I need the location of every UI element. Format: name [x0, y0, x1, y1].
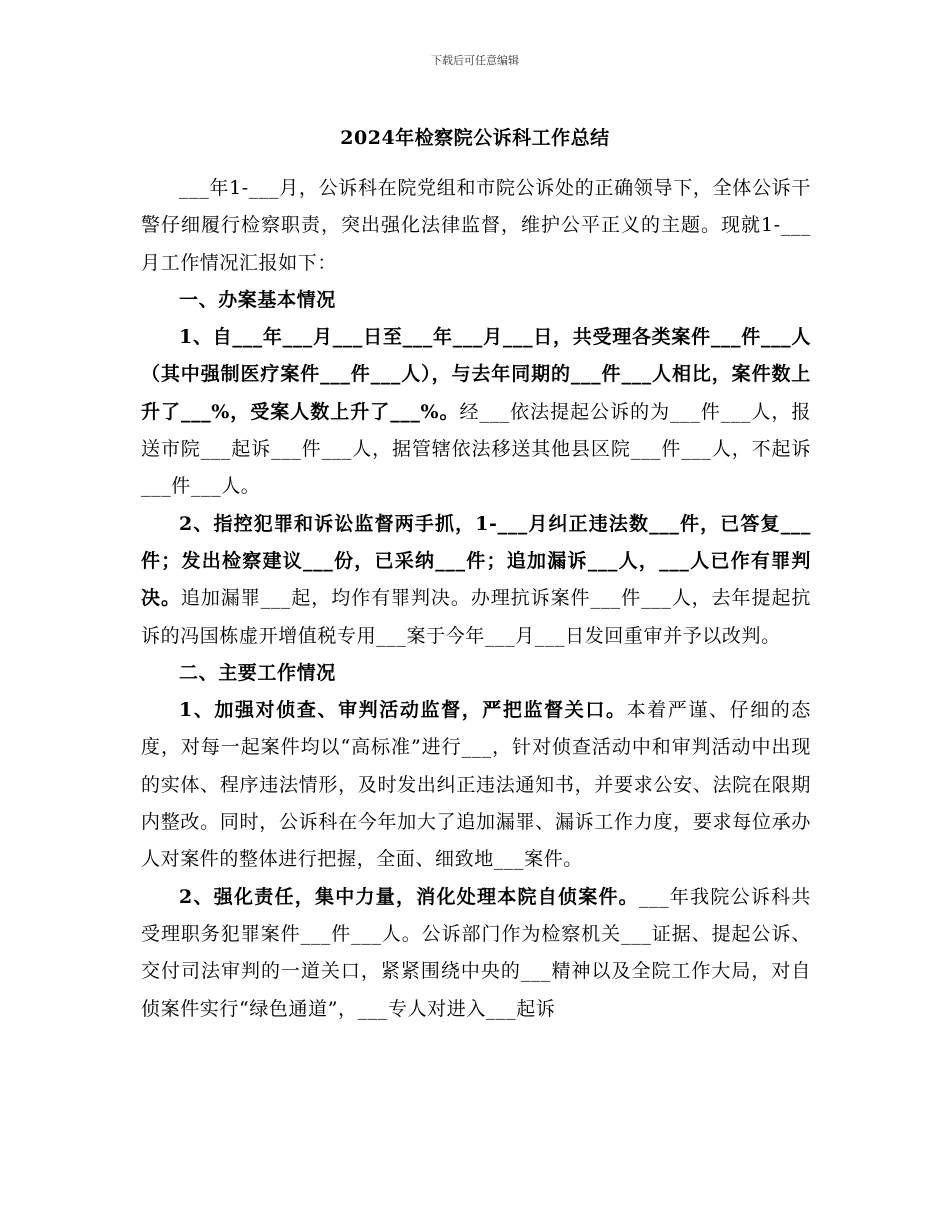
section2-paragraph-1-body: 本着严谨、仔细的态度，对每一起案件均以“高标准”进行___，针对侦查活动中和审判活动中出现的实体、程序违法情形，及时发出纠正违法通知书，并要求公安、法院在限期内整改。同时，公诉科在今年加大了追加漏罪、漏诉工作力度，要求每位承办人对案件的整体进行把握，全面、细致地___案件。: [141, 699, 812, 871]
section2-paragraph-2: [141, 879, 811, 1028]
section2-paragraph-1-lead: 1、加强对侦查、审判活动监督，严把监督关口。: [179, 699, 627, 722]
section1-paragraph-2: [141, 506, 811, 655]
page-header-note: 下载后可任意编辑: [431, 54, 519, 67]
section1-paragraph-2-body: 追加漏罪___起，均作有罪判决。办理抗诉案件___件___人，去年提起抗诉的冯国栋虚开增值税专用___案于今年___月___日发回重审并予以改判。: [141, 587, 811, 647]
section1-paragraph-1-lead: 1、自___年___月___日至___年___月___日，共受理各类案件___件___人（其中强制医疗案件___件___人），与去年同期的___件___人相比，案件数上升了___%，受案人数上升了___%。: [141, 326, 811, 423]
section2-paragraph-1: [141, 692, 811, 878]
section2-paragraph-2-lead: 2、强化责任，集中力量，消化处理本院自侦案件。: [179, 885, 639, 908]
section1-paragraph-1: [141, 319, 811, 505]
section2-paragraph-2-body: ___年我院公诉科共受理职务犯罪案件___件___人。公诉部门作为检察机关___证据、提起公诉、交付司法审判的一道关口，紧紧围绕中央的___精神以及全院工作大局，对自侦案件实行“绿色通道”，___专人对进入___起诉: [141, 885, 811, 1020]
section-heading-1: 一、办案基本情况: [179, 288, 336, 311]
document-title: 2024年检察院公诉科工作总结: [340, 127, 610, 149]
section-heading-2: 二、主要工作情况: [179, 661, 336, 684]
intro-paragraph: ___年1-___月，公诉科在院党组和市院公诉处的正确领导下，全体公诉干警仔细履行检察职责，突出强化法律监督，维护公平正义的主题。现就1-___月工作情况汇报如下：: [141, 177, 811, 274]
document-body: [141, 170, 811, 1028]
section1-paragraph-1-body: 经___依法提起公诉的为___件___人，报送市院___起诉___件___人，据管辖依法移送其他县区院___件___人，不起诉___件___人。: [141, 400, 811, 498]
section1-paragraph-2-lead: 2、指控犯罪和诉讼监督两手抓，1-___月纠正违法数___件，已答复___件；发出检察建议___份，已采纳___件；追加漏诉___人，___人已作有罪判决。: [141, 512, 811, 610]
